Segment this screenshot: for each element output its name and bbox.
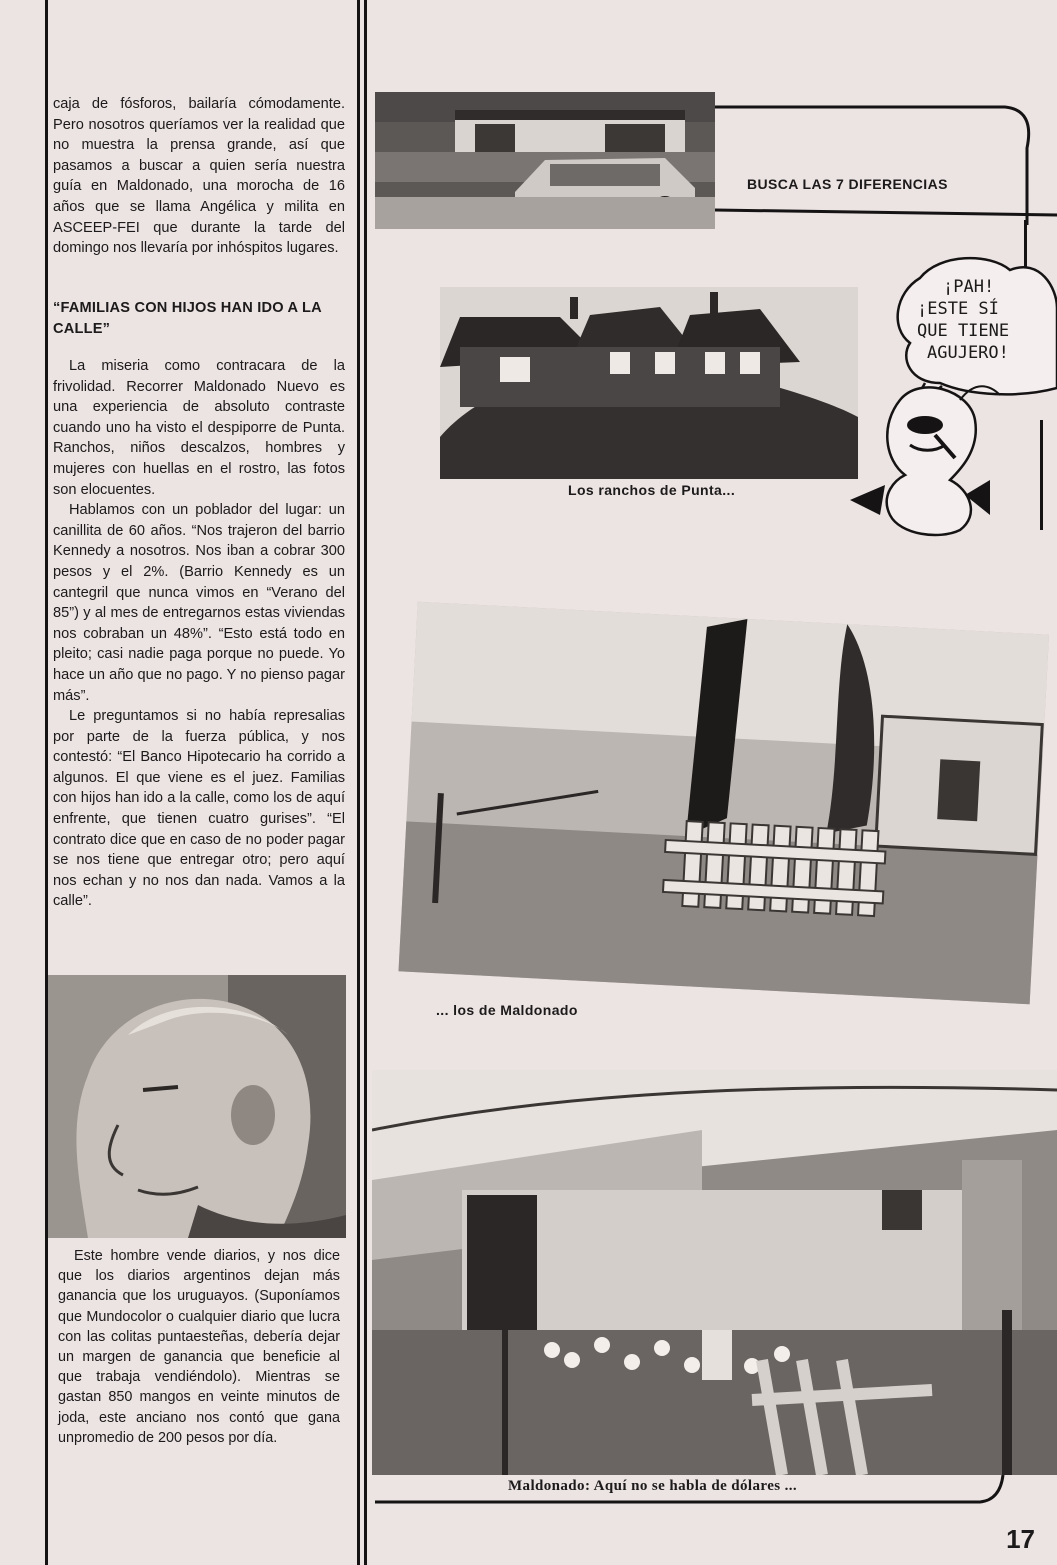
newspaper-seller-photo <box>48 975 346 1238</box>
maldonado-shack-photo <box>372 1070 1057 1475</box>
right-frame-line-lower <box>1040 420 1043 530</box>
maldonado-caption: ... los de Maldonado <box>436 1002 578 1018</box>
cartoon-character-icon <box>840 380 1010 540</box>
page-number: 17 <box>1006 1524 1035 1554</box>
bubble-line: ¡PAH! <box>943 277 995 297</box>
paragraph: Hablamos con un poblador del lugar: un canillita de 60 años. “Nos trajeron del barrio Kennedy a nosotros. Nos iban a cobrar 300 pesos y el 2%. (Barrio Kennedy es un cantegril que nunca vimos en “Verano del 85”) y al mes de entregarnos estas viviendas nos cobraban un 48%”. “Esto está todo en pleito; casi nadie paga porque no puede. Yo hace un año que no pago. Y no pienso pagar más”. <box>53 502 345 704</box>
subheading: “FAMILIAS CON HIJOS HAN IDO A LA CALLE” <box>53 300 322 337</box>
punta-houses-photo <box>440 287 858 479</box>
photo-caption: Este hombre vende diarios, y nos dice que los diarios argentinos dejan más ganancia que los uruguayos. (Suponíamos que Mundocolor o cualquier diario que lucra con las colitas puntaesteñas, debería dejar un margen de ganancia que beneficie al que trabaja vendiéndolo). Mientras se gastan 850 mangos en veinte minutos de joda, este anciano nos contó que gana unpromedio de 200 pesos por día. <box>58 1248 340 1446</box>
bubble-text <box>905 276 1057 364</box>
ranchos-punta-caption: Los ranchos de Punta... <box>568 482 736 498</box>
column-rule-inner <box>364 0 367 1565</box>
column-rule-middle <box>357 0 360 1565</box>
maldonado-photo <box>388 581 1057 1015</box>
header-box-frame <box>705 100 1057 225</box>
paragraph: La miseria como contracara de la frivolidad. Recorrer Maldonado Nuevo es una experiencia de absoluto contraste cuando uno ha visto el despiporre de Punta. Ranchos, niños descalzos, hombres y mujeres con huellas en el rostro, las fotos son elocuentes. <box>53 358 345 498</box>
bubble-line: QUE TIENE <box>917 321 1010 341</box>
column-rule-left <box>45 0 48 1565</box>
bottom-bracket <box>375 1470 1015 1510</box>
punta-house-photo <box>375 92 715 229</box>
intro-paragraph <box>53 94 345 259</box>
intro-text: caja de fósforos, bailaría cómodamente. Pero nosotros queríamos ver la realidad que no muestra la prensa grande, así que pasamos a buscar a quien sería nuestra guía en Maldonado, una morocha de 16 años que se llama Angélica y milita en ASCEEP-FEI que durante la tarde del domingo nos llevaría por inhóspitos lugares. <box>53 96 345 257</box>
paragraph: Le preguntamos si no había represalias por parte de la fuerza pública, y nos contestó: “El Banco Hipotecario ha corrido a algunos. El que viene es el juez. Familias con hijos han ido a la calle, como los de aquí enfrente, que tienen cuatro gurises”. “El contrato dice que en caso de no poder pagar se nos tiene que entregar otro; pero aquí nos echan y no nos dan nada. Vamos a la calle”. <box>53 708 345 910</box>
bottom-caption: Maldonado: Aquí no se habla de dólares ... <box>508 1478 798 1494</box>
busca-caption: BUSCA LAS 7 DIFERENCIAS <box>747 176 948 192</box>
photo-caption-block <box>58 1246 340 1448</box>
bubble-line: ¡ESTE SÍ <box>917 299 999 319</box>
body-paragraphs <box>53 356 345 912</box>
bubble-line: AGUJERO! <box>927 343 1009 363</box>
